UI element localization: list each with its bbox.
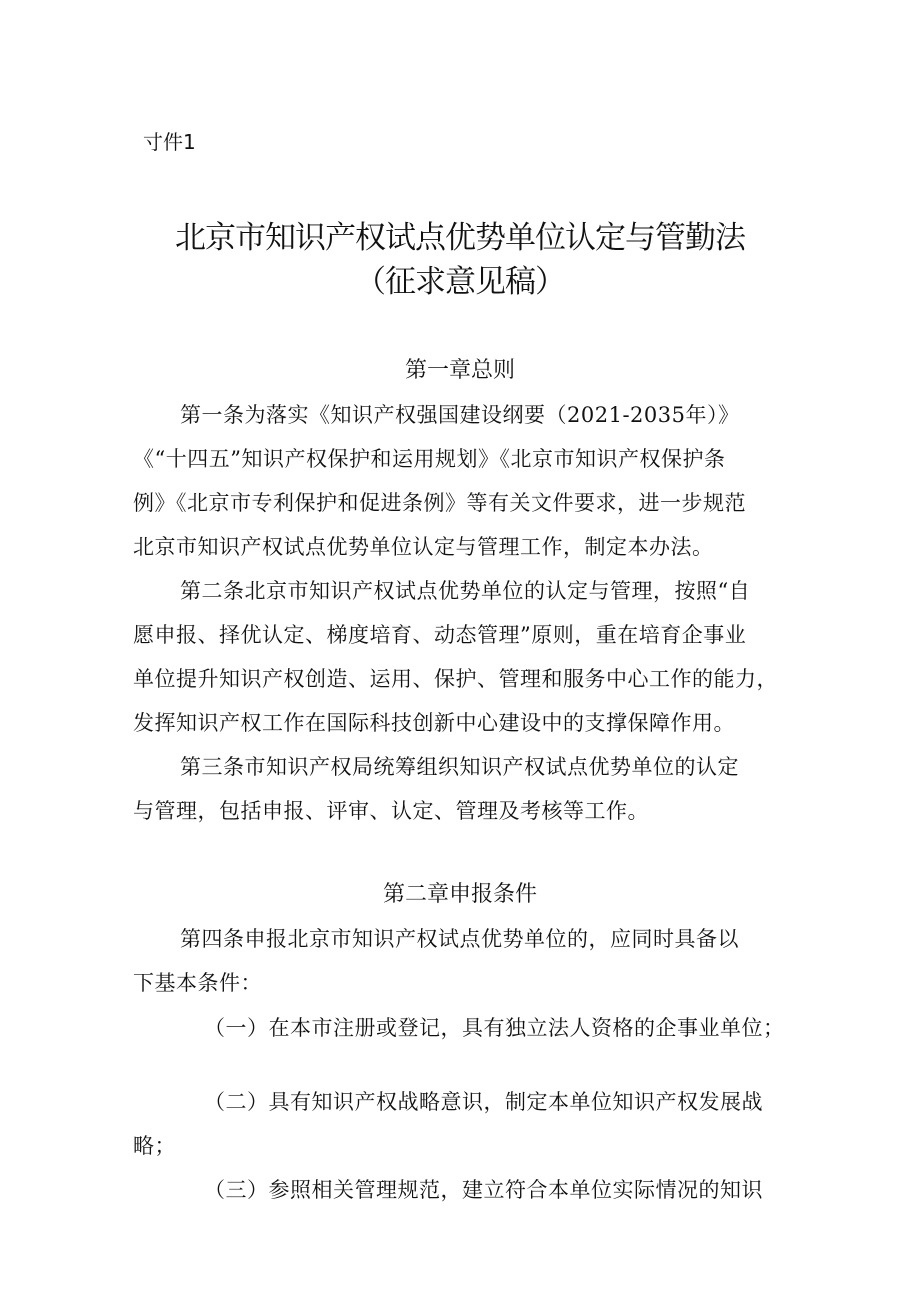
paragraph-line: 第二条北京市知识产权试点优势单位的认定与管理，按照“自 bbox=[180, 579, 751, 603]
document-title: 北京市知识产权试点优势单位认定与管勤法 bbox=[175, 220, 745, 256]
list-item: （一）在本市注册或登记，具有独立法人资格的企事业单位； bbox=[204, 1016, 785, 1040]
attachment-label: 寸件1 bbox=[143, 130, 196, 154]
paragraph-line: 下基本条件： bbox=[133, 971, 262, 995]
chapter-heading-1: 第一章总则 bbox=[404, 358, 515, 383]
paragraph-line: 第一条为落实《知识产权强国建设纲要（2021-2035年）》 bbox=[180, 403, 740, 427]
paragraph-line: 单位提升知识产权创造、运用、保护、管理和服务中心工作的能力， bbox=[133, 667, 778, 691]
paragraph-line: 第三条市知识产权局统筹组织知识产权试点优势单位的认定 bbox=[180, 755, 739, 779]
paragraph-line: 第四条申报北京市知识产权试点优势单位的，应同时具备以 bbox=[180, 927, 739, 951]
paragraph-line: 略； bbox=[133, 1134, 176, 1158]
paragraph-line: 与管理，包括申报、评审、认定、管理及考核等工作。 bbox=[133, 799, 649, 823]
list-item: （三）参照相关管理规范，建立符合本单位实际情况的知识 bbox=[204, 1178, 763, 1202]
paragraph-line: 例》《北京市专利保护和促进条例》等有关文件要求，进一步规范 bbox=[133, 491, 746, 515]
paragraph-line: 《“十四五”知识产权保护和运用规划》《北京市知识产权保护条 bbox=[133, 447, 726, 471]
paragraph-line: 北京市知识产权试点优势单位认定与管理工作，制定本办法。 bbox=[133, 535, 714, 559]
list-item: （二）具有知识产权战略意识，制定本单位知识产权发展战 bbox=[204, 1090, 763, 1114]
paragraph-line: 发挥知识产权工作在国际科技创新中心建设中的支撑保障作用。 bbox=[133, 711, 735, 735]
paragraph-line: 愿申报、择优认定、梯度培育、动态管理”原则，重在培育企事业 bbox=[133, 623, 747, 647]
chapter-heading-2: 第二章申报条件 bbox=[382, 882, 537, 907]
document-subtitle: （征求意见稿） bbox=[355, 264, 565, 300]
